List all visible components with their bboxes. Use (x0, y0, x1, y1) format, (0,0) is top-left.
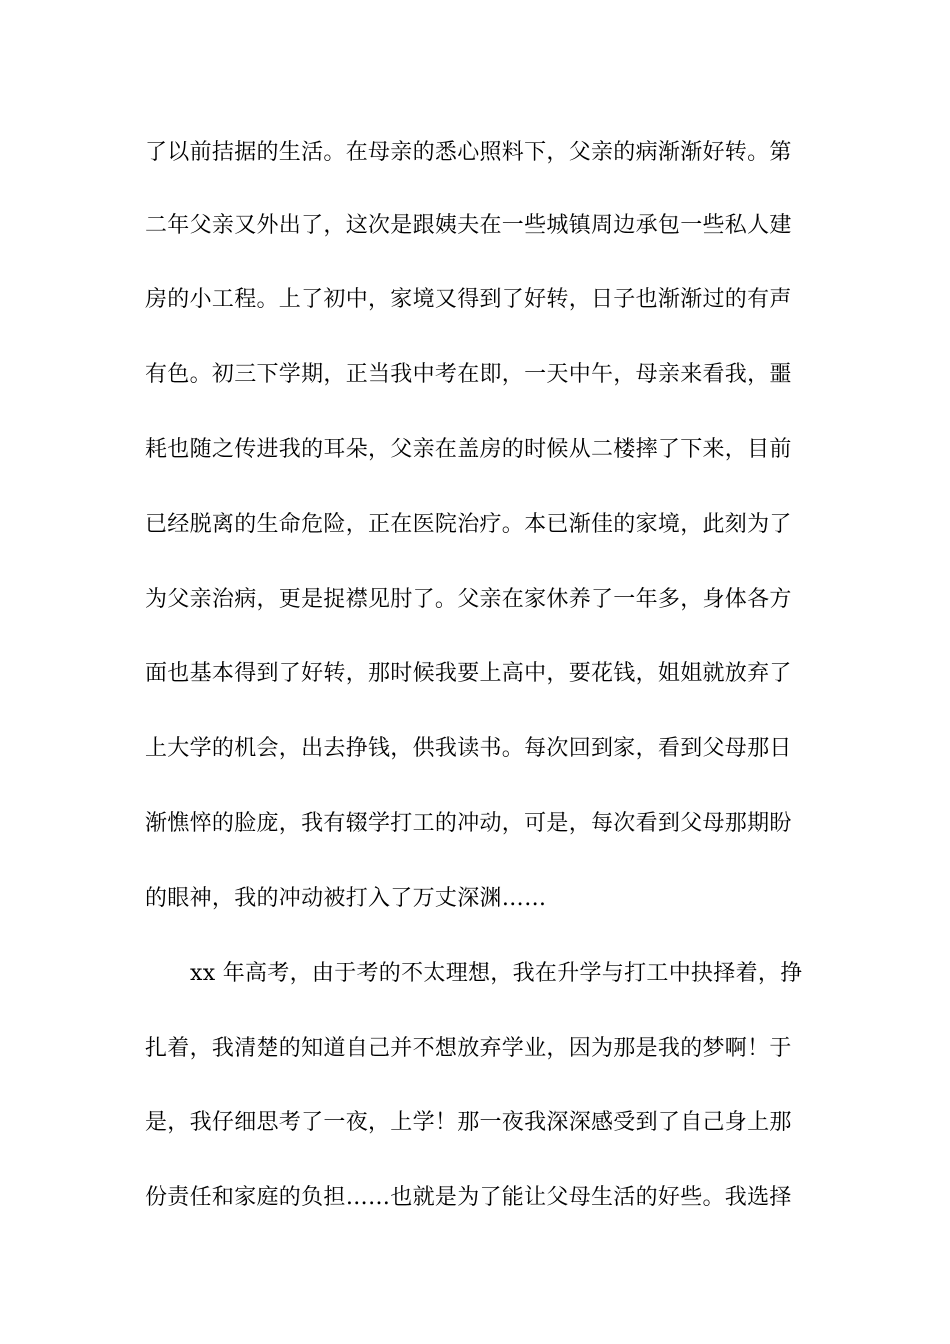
text-line: 上大学的机会，出去挣钱，供我读书。每次回到家，看到父母那日 (145, 736, 792, 761)
text-line: 面也基本得到了好转，那时候我要上高中，要花钱，姐姐就放弃了 (145, 661, 792, 686)
text-line: 份责任和家庭的负担……也就是为了能让父母生活的好些。我选择 (145, 1185, 792, 1210)
text-line: 二年父亲又外出了，这次是跟姨夫在一些城镇周边承包一些私人建 (145, 213, 792, 238)
text-line: 耗也随之传进我的耳朵，父亲在盖房的时候从二楼摔了下来，目前 (145, 437, 792, 462)
text-line: 是，我仔细思考了一夜，上学！那一夜我深深感受到了自己身上那 (145, 1110, 792, 1135)
text-line: 了以前拮据的生活。在母亲的悉心照料下，父亲的病渐渐好转。第 (145, 140, 792, 165)
text-line: 房的小工程。上了初中，家境又得到了好转，日子也渐渐过的有声 (145, 287, 792, 312)
paragraph-first-line: xx 年高考，由于考的不太理想，我在升学与打工中抉择着，挣 (190, 961, 803, 986)
text-line: 已经脱离的生命危险，正在医院治疗。本已渐佳的家境，此刻为了 (145, 512, 792, 537)
text-line: 扎着，我清楚的知道自己并不想放弃学业，因为那是我的梦啊！于 (145, 1036, 792, 1061)
text-line: 渐憔悴的脸庞，我有辍学打工的冲动，可是，每次看到父母那期盼 (145, 811, 792, 836)
text-line: 为父亲治病，更是捉襟见肘了。父亲在家休养了一年多，身体各方 (145, 587, 792, 612)
text-line: 有色。初三下学期，正当我中考在即，一天中午，母亲来看我，噩 (145, 362, 792, 387)
text-line: 的眼神，我的冲动被打入了万丈深渊…… (145, 886, 547, 911)
